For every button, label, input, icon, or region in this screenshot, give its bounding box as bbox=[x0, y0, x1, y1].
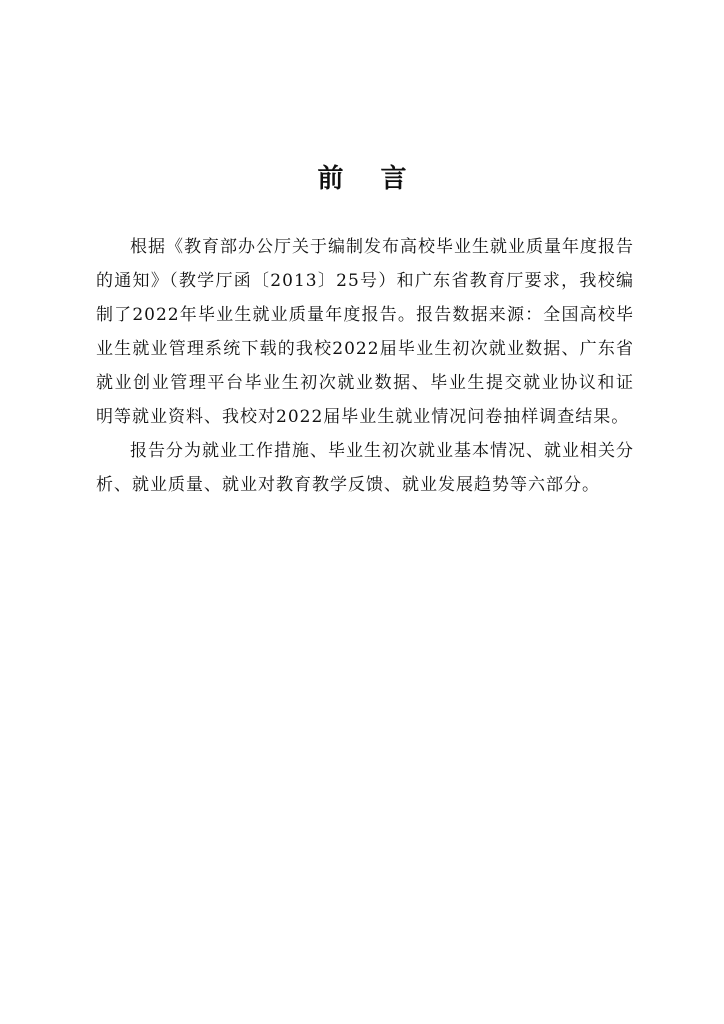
body-text bbox=[96, 230, 634, 502]
page-title: 前 言 bbox=[317, 164, 421, 194]
paragraph-report-structure: 报告分为就业工作措施、毕业生初次就业基本情况、就业相关分析、就业质量、就业对教育教学反馈、就业发展趋势等六部分。 bbox=[96, 441, 634, 495]
paragraph-data-source: 根据《教育部办公厅关于编制发布高校毕业生就业质量年度报告的通知》（教学厅函〔2013〕25号）和广东省教育厅要求，我校编制了2022年毕业生就业质量年度报告。报告数据来源：全国高校毕业生就业管理系统下载的我校2022届毕业生初次就业数据、广东省就业创业管理平台毕业生初次就业数据、毕业生提交就业协议和证明等就业资料、我校对2022届毕业生就业情况问卷抽样调查结果。 bbox=[96, 237, 634, 427]
